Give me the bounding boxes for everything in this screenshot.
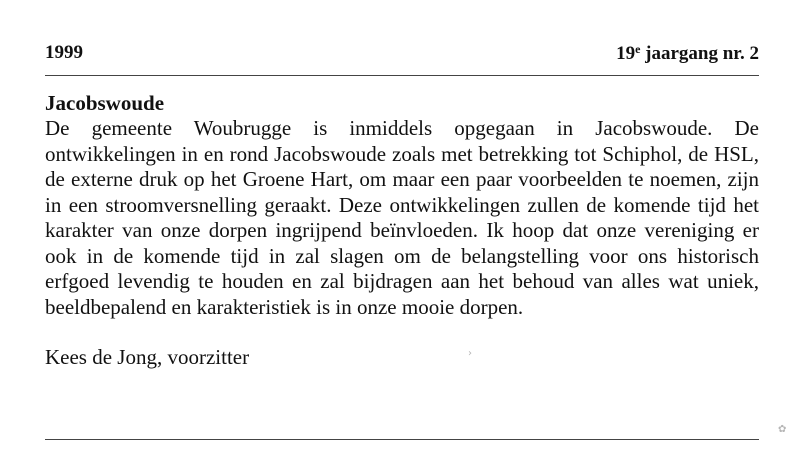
header-divider — [45, 75, 759, 76]
article-body: De gemeente Woubrugge is inmiddels opgegaan in Jacobswoude. De ontwikkelingen in en rond Jacobswoude zoals met betrekking tot Schiphol, de HSL, de externe druk op het Groene Hart, om maar een paar voorbeelden te noemen, zijn in een stroomversnelling geraakt. Deze ontwikkelingen zullen de komende tijd het karakter van onze dorpen ingrijpend beïnvloeden. Ik hoop dat onze vereniging er ook in de komende tijd in zal slagen om de belangstelling voor ons historisch erfgoed levendig te houden en zal bijdragen aan het behoud van alles wat uniek, beeldbepalend en karakteristiek is in onze mooie dorpen. — [45, 116, 759, 319]
scan-speck: › — [468, 348, 472, 359]
issue-number: 19 — [616, 43, 636, 64]
article-signature: Kees de Jong, voorzitter — [45, 345, 250, 369]
footer-divider — [45, 439, 759, 440]
header-year: 1999 — [45, 42, 83, 63]
header-issue — [616, 42, 759, 65]
article — [45, 90, 759, 370]
page-header — [45, 42, 759, 68]
issue-rest: jaargang nr. 2 — [640, 43, 759, 64]
issue-suffix: e — [635, 42, 641, 56]
scan-speck: ✿ — [778, 424, 787, 435]
article-title: Jacobswoude — [45, 91, 165, 115]
